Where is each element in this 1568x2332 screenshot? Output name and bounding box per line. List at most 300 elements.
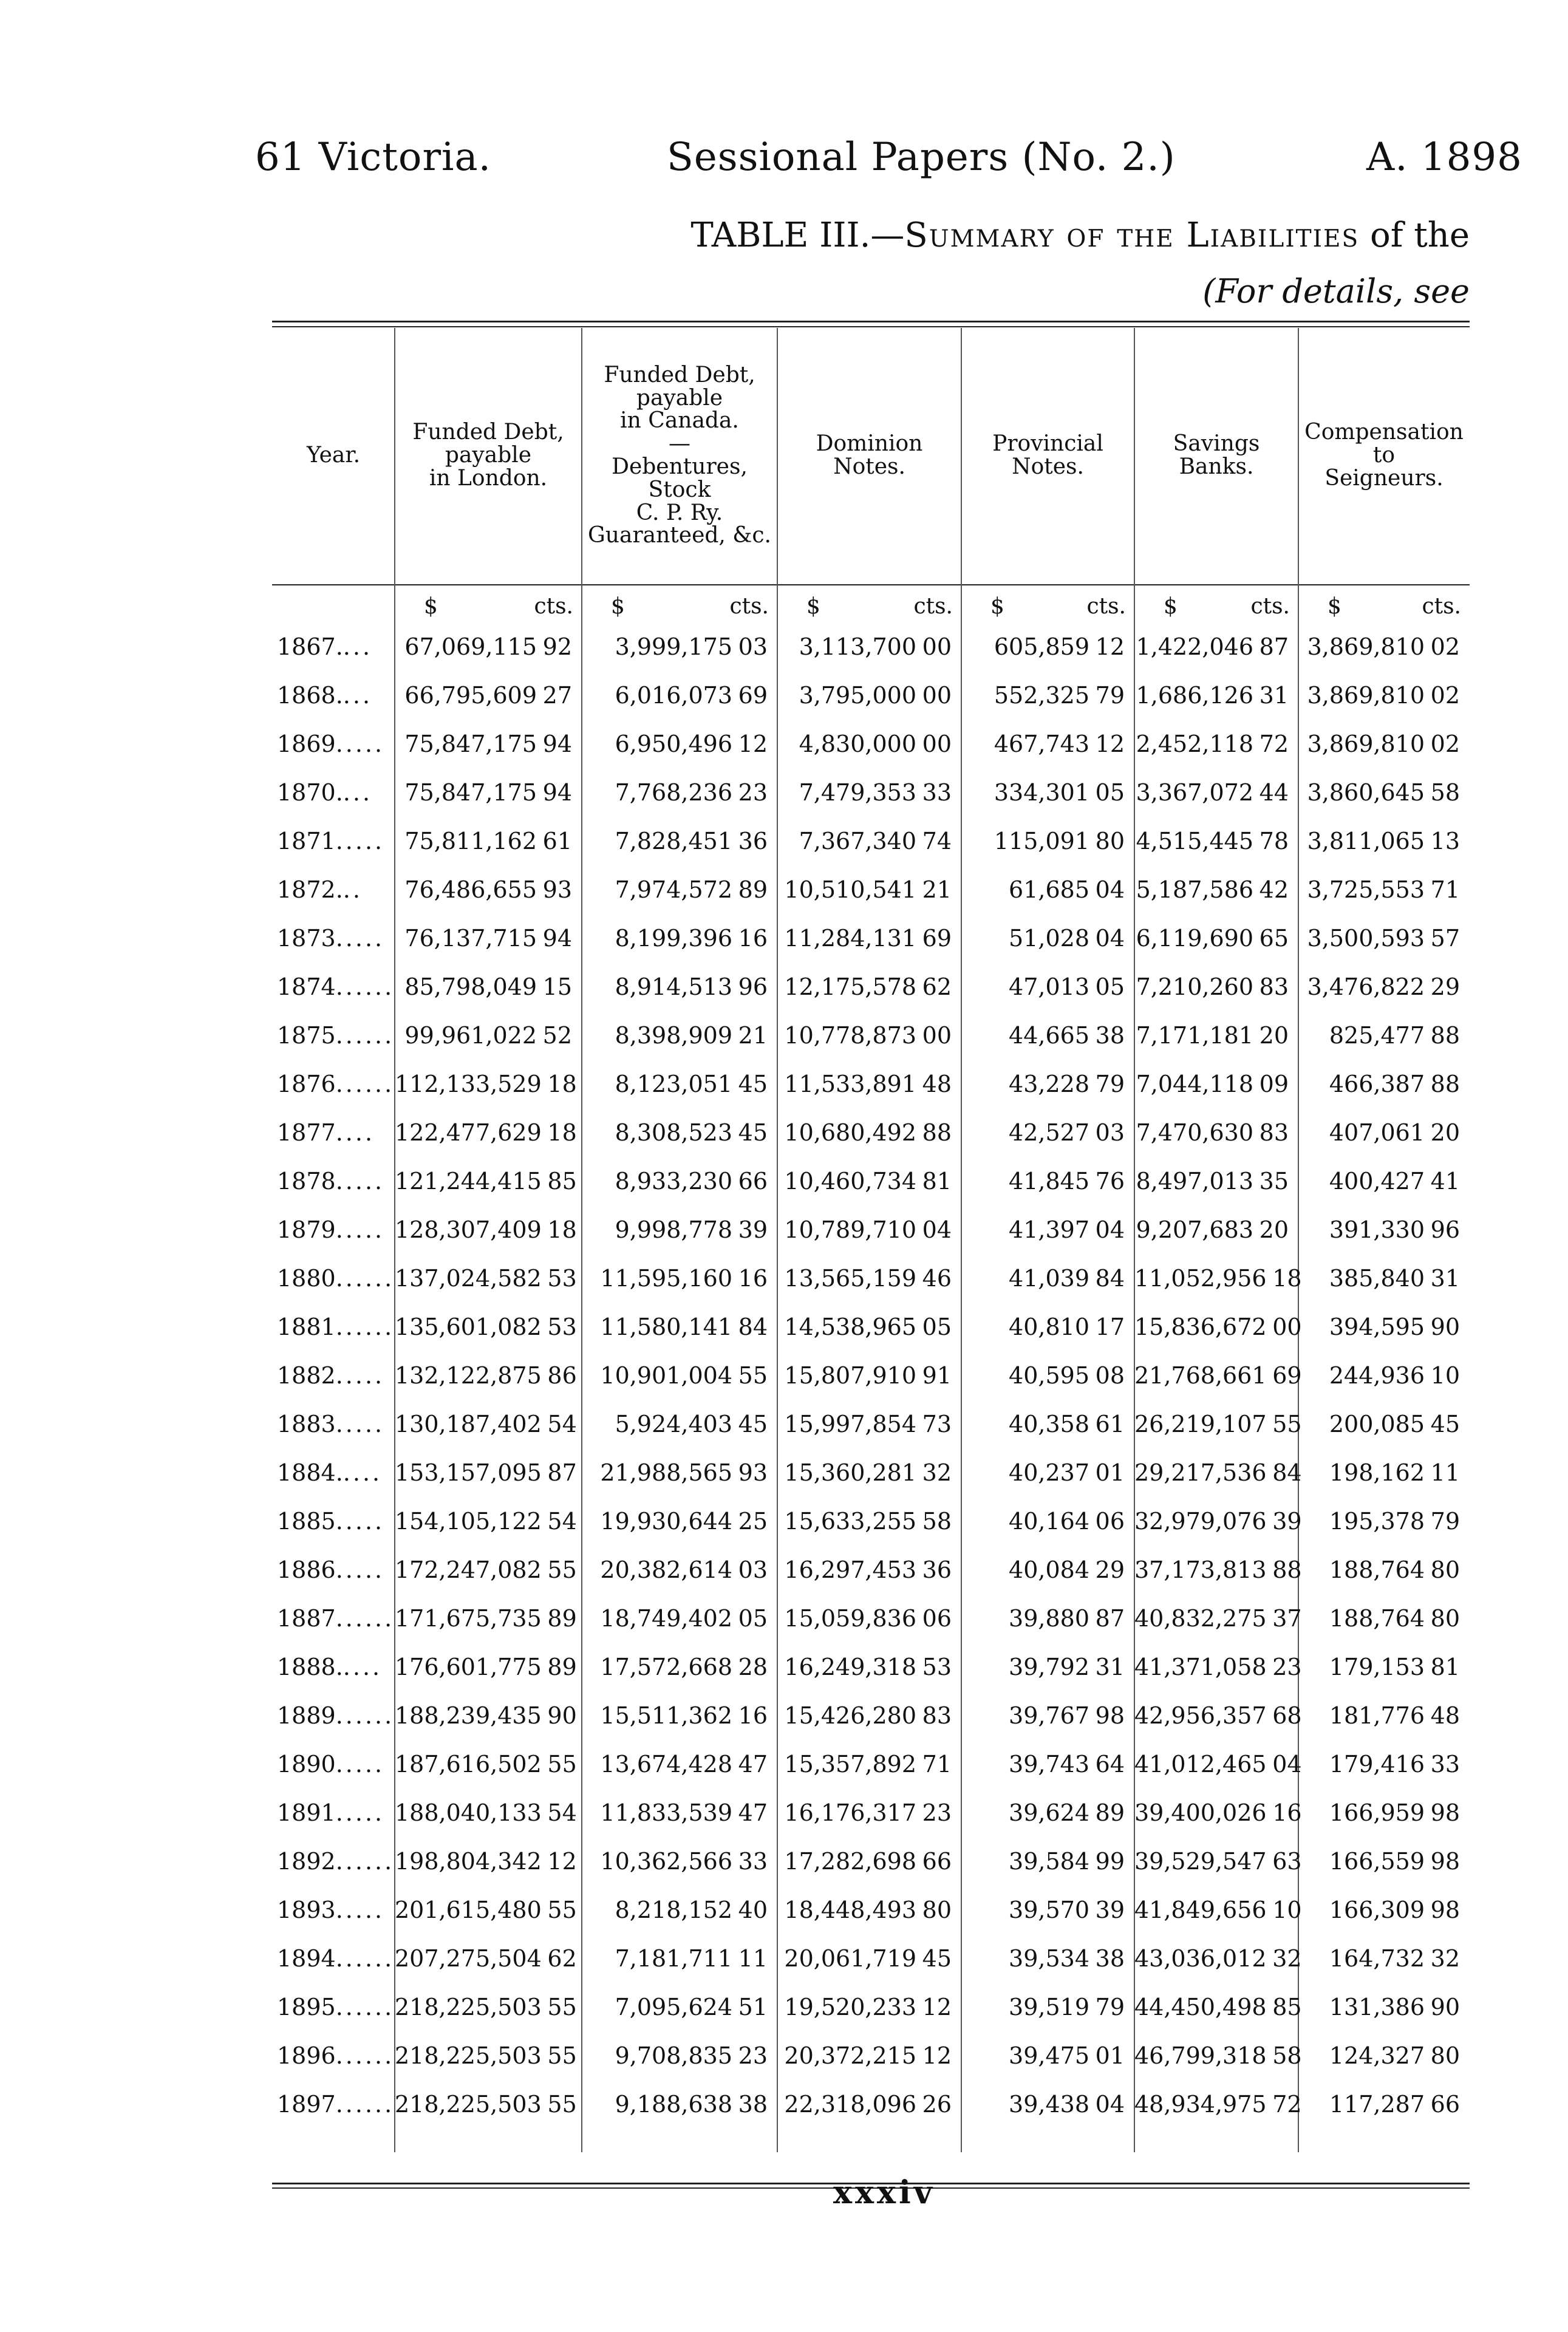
amount-cell-london: [395, 1643, 582, 1691]
amount-cell-compensation: [1298, 1400, 1470, 1448]
amount-cell-canada: [582, 1546, 777, 1594]
year-value: 1895: [277, 1994, 336, 2020]
year-value: 1897: [277, 2091, 336, 2118]
cents-value: 38: [1095, 1945, 1125, 1972]
amount-cell-savings: [1134, 1837, 1302, 1886]
dollars-value: 43,036,012: [1134, 1945, 1267, 1972]
amount-cell-canada: [582, 1691, 777, 1740]
dollars-value: 32,979,076: [1134, 1508, 1267, 1535]
dollars-value: 40,084: [1009, 1556, 1089, 1583]
dollars-value: 40,237: [1009, 1459, 1089, 1486]
dollars-value: 47,013: [1009, 973, 1089, 1000]
year-value: 1874: [277, 973, 336, 1000]
year-cell: [277, 622, 398, 671]
amount-cell-provincial: [961, 1011, 1134, 1060]
dollar-sign: $: [1328, 594, 1341, 619]
dollars-value: 39,880: [1009, 1605, 1089, 1632]
amount-cell-savings: [1134, 768, 1298, 817]
dollars-value: 39,534: [1009, 1945, 1089, 1972]
table-row: [272, 1740, 1470, 1788]
dollars-value: 39,792: [1009, 1654, 1089, 1680]
cents-value: 31: [1430, 1265, 1460, 1292]
cents-value: 80: [1095, 828, 1125, 854]
cents-value: 79: [1095, 682, 1125, 709]
amount-cell-london: [395, 1254, 582, 1303]
cents-value: 80: [922, 1897, 952, 1923]
units-label: [961, 594, 1134, 619]
year-cell: [277, 1983, 398, 2031]
dollars-value: 198,162: [1329, 1459, 1425, 1486]
dollars-value: 3,811,065: [1307, 828, 1425, 854]
cents-value: 38: [738, 2091, 768, 2118]
dollars-value: 2,452,118: [1136, 731, 1253, 757]
dollars-value: 11,833,539: [600, 1799, 732, 1826]
table-row: [272, 2080, 1470, 2129]
dollars-value: 42,956,357: [1134, 1702, 1267, 1729]
cents-value: 25: [738, 1508, 768, 1535]
column-header-line: Notes.: [1012, 454, 1084, 479]
amount-cell-provincial: [961, 914, 1134, 963]
dollars-value: 195,378: [1329, 1508, 1425, 1535]
cents-value: 62: [922, 973, 952, 1000]
units-label: [777, 594, 961, 619]
dollars-value: 9,188,638: [615, 2091, 732, 2118]
dollars-value: 6,119,690: [1136, 925, 1253, 952]
dollars-value: 66,795,609: [404, 682, 537, 709]
column-header-line: Provincial: [992, 431, 1103, 457]
cents-value: 73: [922, 1411, 952, 1437]
leader-dots: ...: [343, 682, 373, 709]
amount-cell-provincial: [961, 2080, 1134, 2129]
dollars-value: 244,936: [1329, 1362, 1425, 1389]
cents-value: 55: [547, 1556, 577, 1583]
year-value: 1883: [277, 1411, 336, 1437]
cents-label: cts.: [1422, 594, 1461, 619]
cents-value: 69: [738, 682, 768, 709]
dollars-value: 117,287: [1329, 2091, 1425, 2118]
amount-cell-dominion: [777, 1060, 961, 1108]
dollars-value: 48,934,975: [1134, 2091, 1267, 2118]
cents-value: 92: [542, 633, 572, 660]
cents-value: 44: [1259, 779, 1289, 806]
cents-value: 04: [1272, 1751, 1302, 1778]
table-row: [272, 1594, 1470, 1643]
dollars-value: 11,595,160: [600, 1265, 732, 1292]
year-cell: [277, 2031, 398, 2080]
dollars-value: 40,595: [1009, 1362, 1089, 1389]
amount-cell-dominion: [777, 963, 961, 1011]
top-rule-inner: [272, 326, 1470, 327]
leader-dots: ......: [335, 1071, 395, 1097]
leader-dots: .....: [335, 1362, 385, 1389]
dollars-value: 188,239,435: [395, 1702, 542, 1729]
dollars-value: 128,307,409: [395, 1216, 542, 1243]
cents-value: 71: [922, 1751, 952, 1778]
leader-dots: .....: [335, 731, 385, 757]
cents-value: 39: [1095, 1897, 1125, 1923]
dollars-value: 15,807,910: [784, 1362, 916, 1389]
table-row: [272, 914, 1470, 963]
year-cell: [277, 963, 398, 1011]
amount-cell-provincial: [961, 1303, 1134, 1351]
dollars-value: 39,475: [1009, 2042, 1089, 2069]
dollars-value: 40,358: [1009, 1411, 1089, 1437]
table-row: [272, 2031, 1470, 2080]
amount-cell-london: [395, 1400, 582, 1448]
dollars-value: 7,768,236: [615, 779, 732, 806]
dollars-value: 76,137,715: [404, 925, 537, 952]
dollars-value: 75,811,162: [404, 828, 537, 854]
amount-cell-canada: [582, 768, 777, 817]
dollars-value: 552,325: [994, 682, 1089, 709]
amount-cell-dominion: [777, 1303, 961, 1351]
cents-value: 17: [1095, 1314, 1125, 1340]
cents-value: 04: [1095, 876, 1125, 903]
dollars-value: 15,633,255: [784, 1508, 916, 1535]
amount-cell-provincial: [961, 1205, 1134, 1254]
cents-value: 06: [1095, 1508, 1125, 1535]
cents-value: 76: [1095, 1168, 1125, 1195]
cents-value: 01: [1095, 2042, 1125, 2069]
dollars-value: 3,725,553: [1307, 876, 1425, 903]
dollars-value: 40,164: [1009, 1508, 1089, 1535]
dollars-value: 121,244,415: [395, 1168, 542, 1195]
amount-cell-dominion: [777, 1497, 961, 1546]
cents-value: 55: [547, 1897, 577, 1923]
cents-value: 42: [1259, 876, 1289, 903]
cents-value: 88: [922, 1119, 952, 1146]
cents-value: 54: [547, 1411, 577, 1437]
leader-dots: ....: [343, 1459, 383, 1486]
cents-value: 16: [738, 1702, 768, 1729]
amount-cell-provincial: [961, 1594, 1134, 1643]
cents-value: 55: [547, 2091, 577, 2118]
amount-cell-compensation: [1298, 1886, 1470, 1934]
year-cell: [277, 865, 398, 914]
year-cell: [277, 914, 398, 963]
dollars-value: 10,460,734: [784, 1168, 916, 1195]
dollars-value: 8,199,396: [615, 925, 732, 952]
dollars-value: 41,039: [1009, 1265, 1089, 1292]
cents-value: 98: [1095, 1702, 1125, 1729]
dollars-value: 7,210,260: [1136, 973, 1253, 1000]
cents-value: 03: [1095, 1119, 1125, 1146]
table-row: [272, 1546, 1470, 1594]
year-cell: [277, 817, 398, 865]
amount-cell-compensation: [1298, 622, 1470, 671]
dollars-value: 8,308,523: [615, 1119, 732, 1146]
cents-value: 04: [1095, 1216, 1125, 1243]
dollars-value: 40,810: [1009, 1314, 1089, 1340]
dollars-value: 15,836,672: [1134, 1314, 1267, 1340]
table-row: [272, 720, 1470, 768]
amount-cell-dominion: [777, 1205, 961, 1254]
year-value: 1884.: [277, 1459, 343, 1486]
amount-cell-dominion: [777, 1643, 961, 1691]
amount-cell-london: [395, 1108, 582, 1157]
dollars-value: 41,012,465: [1134, 1751, 1267, 1778]
dollars-value: 85,798,049: [404, 973, 537, 1000]
dollars-value: 135,601,082: [395, 1314, 542, 1340]
amount-cell-london: [395, 768, 582, 817]
year-value: 1869: [277, 731, 336, 757]
amount-cell-savings: [1134, 1740, 1302, 1788]
cents-label: cts.: [729, 594, 769, 619]
amount-cell-dominion: [777, 1108, 961, 1157]
year-value: 1880: [277, 1265, 336, 1292]
cents-value: 40: [738, 1897, 768, 1923]
cents-value: 58: [922, 1508, 952, 1535]
dollars-value: 22,318,096: [784, 2091, 916, 2118]
dollars-value: 16,297,453: [784, 1556, 916, 1583]
amount-cell-provincial: [961, 1546, 1134, 1594]
dollars-value: 41,849,656: [1134, 1897, 1267, 1923]
amount-cell-savings: [1134, 1303, 1302, 1351]
cents-value: 45: [1430, 1411, 1460, 1437]
cents-value: 28: [738, 1654, 768, 1680]
dollars-value: 188,764: [1329, 1556, 1425, 1583]
amount-cell-dominion: [777, 1886, 961, 1934]
cents-value: 00: [922, 731, 952, 757]
units-label: [582, 594, 777, 619]
cents-value: 36: [738, 828, 768, 854]
amount-cell-provincial: [961, 1108, 1134, 1157]
dollars-value: 181,776: [1329, 1702, 1425, 1729]
dollars-value: 16,249,318: [784, 1654, 916, 1680]
cents-value: 55: [547, 2042, 577, 2069]
amount-cell-savings: [1134, 1788, 1302, 1837]
cents-value: 31: [1259, 682, 1289, 709]
dollars-value: 39,570: [1009, 1897, 1089, 1923]
dollars-value: 3,795,000: [799, 682, 916, 709]
cents-value: 20: [1259, 1216, 1289, 1243]
amount-cell-london: [395, 865, 582, 914]
amount-cell-provincial: [961, 1400, 1134, 1448]
amount-cell-london: [395, 963, 582, 1011]
year-value: 1870.: [277, 779, 343, 806]
dollars-value: 7,181,711: [615, 1945, 732, 1972]
dollar-sign: $: [990, 594, 1004, 619]
dollars-value: 3,999,175: [615, 633, 732, 660]
amount-cell-canada: [582, 1108, 777, 1157]
cents-value: 90: [1430, 1994, 1460, 2020]
year-value: 1873: [277, 925, 336, 952]
dollars-value: 10,778,873: [784, 1022, 916, 1049]
cents-value: 27: [542, 682, 572, 709]
amount-cell-london: [395, 1934, 582, 1983]
amount-cell-canada: [582, 1448, 777, 1497]
amount-cell-compensation: [1298, 1011, 1470, 1060]
column-header-canada: [582, 334, 777, 577]
amount-cell-london: [395, 622, 582, 671]
dollars-value: 124,327: [1329, 2042, 1425, 2069]
table-row: [272, 1691, 1470, 1740]
cents-value: 53: [922, 1654, 952, 1680]
amount-cell-canada: [582, 1060, 777, 1108]
cents-value: 39: [738, 1216, 768, 1243]
cents-value: 16: [1272, 1799, 1302, 1826]
leader-dots: .....: [335, 1216, 385, 1243]
dollars-value: 166,309: [1329, 1897, 1425, 1923]
cents-value: 88: [1430, 1022, 1460, 1049]
amount-cell-canada: [582, 1740, 777, 1788]
year-value: 1879: [277, 1216, 336, 1243]
cents-value: 69: [1272, 1362, 1302, 1389]
dollars-value: 18,749,402: [600, 1605, 732, 1632]
dollars-value: 385,840: [1329, 1265, 1425, 1292]
cents-value: 33: [922, 779, 952, 806]
dollars-value: 131,386: [1329, 1994, 1425, 2020]
amount-cell-dominion: [777, 2031, 961, 2080]
dollars-value: 4,830,000: [799, 731, 916, 757]
amount-cell-compensation: [1298, 1205, 1470, 1254]
table-row: [272, 1643, 1470, 1691]
cents-value: 45: [738, 1411, 768, 1437]
dollars-value: 1,422,046: [1136, 633, 1253, 660]
amount-cell-provincial: [961, 1788, 1134, 1837]
cents-label: cts.: [1250, 594, 1290, 619]
year-cell: [277, 1254, 398, 1303]
cents-value: 11: [1430, 1459, 1460, 1486]
year-cell: [277, 1205, 398, 1254]
dollars-value: 75,847,175: [404, 731, 537, 757]
amount-cell-compensation: [1298, 720, 1470, 768]
column-header-line: Seigneurs.: [1324, 465, 1444, 491]
dollars-value: 10,789,710: [784, 1216, 916, 1243]
amount-cell-london: [395, 1448, 582, 1497]
amount-cell-provincial: [961, 1983, 1134, 2031]
dollars-value: 15,059,836: [784, 1605, 916, 1632]
amount-cell-london: [395, 914, 582, 963]
cents-value: 37: [1272, 1605, 1302, 1632]
cents-value: 46: [922, 1265, 952, 1292]
column-header-provincial: [961, 334, 1134, 577]
dollars-value: 10,680,492: [784, 1119, 916, 1146]
dollars-value: 19,930,644: [600, 1508, 732, 1535]
amount-cell-dominion: [777, 1691, 961, 1740]
table-row: [272, 1788, 1470, 1837]
column-header-line: —: [669, 431, 690, 457]
dollars-value: 76,486,655: [404, 876, 537, 903]
cents-value: 38: [1095, 1022, 1125, 1049]
dollars-value: 8,497,013: [1136, 1168, 1253, 1195]
leader-dots: .....: [335, 1799, 385, 1826]
year-cell: [277, 1546, 398, 1594]
dollars-value: 19,520,233: [784, 1994, 916, 2020]
amount-cell-compensation: [1298, 1157, 1470, 1205]
column-header-line: Guaranteed, &c.: [588, 523, 771, 548]
amount-cell-savings: [1134, 1108, 1298, 1157]
column-header-london: [395, 334, 582, 577]
cents-value: 61: [542, 828, 572, 854]
cents-value: 90: [1430, 1314, 1460, 1340]
year-value: 1891: [277, 1799, 336, 1826]
cents-value: 35: [1259, 1168, 1289, 1195]
amount-cell-savings: [1134, 1060, 1298, 1108]
amount-cell-dominion: [777, 817, 961, 865]
dollars-value: 39,400,026: [1134, 1799, 1267, 1826]
cents-value: 16: [738, 925, 768, 952]
dollars-value: 394,595: [1329, 1314, 1425, 1340]
amount-cell-canada: [582, 1788, 777, 1837]
year-value: 1887: [277, 1605, 336, 1632]
amount-cell-provincial: [961, 671, 1134, 720]
dollars-value: 166,559: [1329, 1848, 1425, 1875]
amount-cell-provincial: [961, 865, 1134, 914]
dollars-value: 67,069,115: [404, 633, 537, 660]
dollars-value: 7,171,181: [1136, 1022, 1253, 1049]
dollars-value: 17,572,668: [600, 1654, 732, 1680]
dollars-value: 3,113,700: [799, 633, 916, 660]
cents-value: 48: [922, 1071, 952, 1097]
amount-cell-savings: [1134, 1983, 1302, 2031]
cents-value: 66: [738, 1168, 768, 1195]
dollars-value: 201,615,480: [395, 1897, 542, 1923]
amount-cell-dominion: [777, 1594, 961, 1643]
cents-value: 12: [922, 1994, 952, 2020]
dollars-value: 20,061,719: [784, 1945, 916, 1972]
table-row: [272, 1886, 1470, 1934]
dollars-value: 5,924,403: [615, 1411, 732, 1437]
amount-cell-canada: [582, 963, 777, 1011]
dollars-value: 3,869,810: [1307, 731, 1425, 757]
cents-value: 63: [1272, 1848, 1302, 1875]
cents-value: 12: [1095, 731, 1125, 757]
year-value: 1867.: [277, 633, 343, 660]
amount-cell-london: [395, 1594, 582, 1643]
amount-cell-compensation: [1298, 1254, 1470, 1303]
year-cell: [277, 671, 398, 720]
cents-value: 16: [738, 1265, 768, 1292]
cents-value: 94: [542, 779, 572, 806]
cents-value: 29: [1430, 973, 1460, 1000]
cents-value: 85: [547, 1168, 577, 1195]
cents-value: 12: [547, 1848, 577, 1875]
cents-value: 91: [922, 1362, 952, 1389]
cents-value: 20: [1259, 1022, 1289, 1049]
units-label: [1298, 594, 1470, 619]
dollars-value: 137,024,582: [395, 1265, 542, 1292]
dollars-value: 1,686,126: [1136, 682, 1253, 709]
year-cell: [277, 1448, 398, 1497]
dollars-value: 467,743: [994, 731, 1089, 757]
amount-cell-london: [395, 1546, 582, 1594]
dollars-value: 99,961,022: [404, 1022, 537, 1049]
year-cell: [277, 1643, 398, 1691]
amount-cell-compensation: [1298, 963, 1470, 1011]
dollars-value: 15,360,281: [784, 1459, 916, 1486]
leader-dots: ...: [343, 779, 373, 806]
amount-cell-dominion: [777, 1934, 961, 1983]
amount-cell-canada: [582, 1254, 777, 1303]
leader-dots: ....: [343, 1654, 383, 1680]
cents-value: 54: [547, 1508, 577, 1535]
amount-cell-london: [395, 1983, 582, 2031]
amount-cell-provincial: [961, 1351, 1134, 1400]
amount-cell-savings: [1134, 1934, 1302, 1983]
dollars-value: 391,330: [1329, 1216, 1425, 1243]
dollars-value: 7,367,340: [799, 828, 916, 854]
amount-cell-provincial: [961, 1254, 1134, 1303]
page-number: xxxiv: [833, 2174, 935, 2211]
year-cell: [277, 1157, 398, 1205]
leader-dots: .....: [335, 1411, 385, 1437]
amount-cell-provincial: [961, 1837, 1134, 1886]
amount-cell-compensation: [1298, 1594, 1470, 1643]
cents-value: 72: [1272, 2091, 1302, 2118]
leader-dots: .....: [335, 1508, 385, 1535]
cents-value: 69: [922, 925, 952, 952]
